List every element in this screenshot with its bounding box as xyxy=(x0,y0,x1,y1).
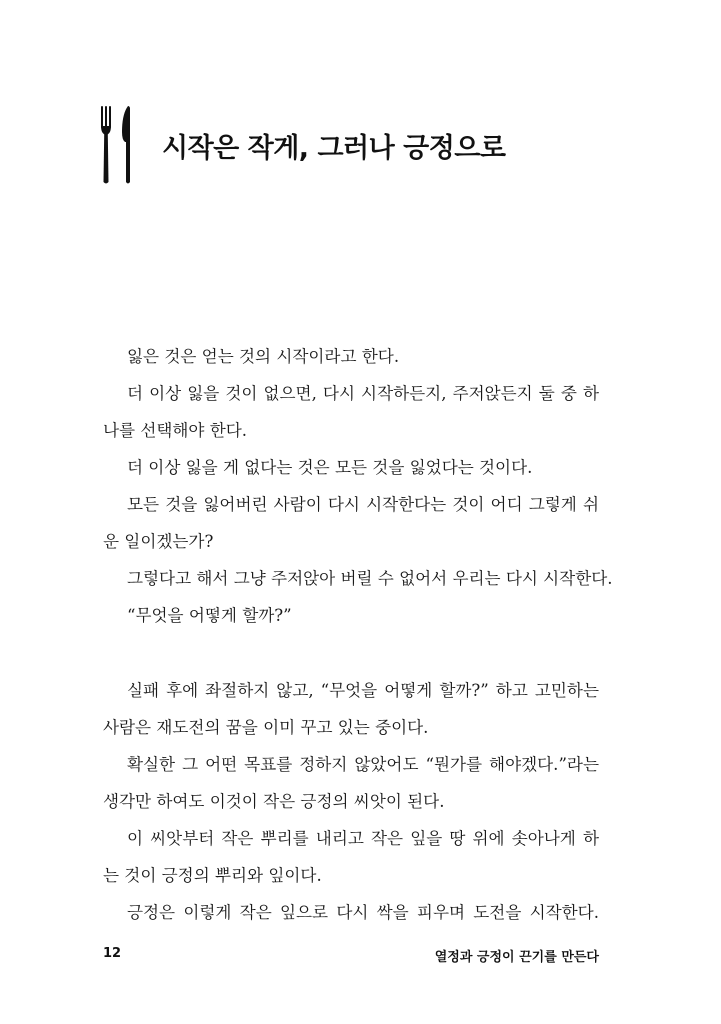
paragraph-gap xyxy=(103,634,599,672)
chapter-header xyxy=(98,104,505,186)
text-line: 나를 선택해야 한다. xyxy=(103,421,248,440)
page-number: 12 xyxy=(103,946,122,961)
text-line: 이 씨앗부터 작은 뿌리를 내리고 작은 잎을 땅 위에 솟아나게 하 xyxy=(127,829,599,848)
text-line: 그렇다고 해서 그냥 주저앉아 버릴 수 없어서 우리는 다시 시작한다. xyxy=(127,569,613,588)
text-line: 사람은 재도전의 꿈을 이미 꾸고 있는 중이다. xyxy=(103,718,429,737)
text-line: 잃은 것은 얻는 것의 시작이라고 한다. xyxy=(127,347,400,366)
text-line: 실패 후에 좌절하지 않고, “무엇을 어떻게 할까?” 하고 고민하는 xyxy=(127,681,599,700)
page-footer xyxy=(103,946,599,968)
text-line: 운 일이겠는가? xyxy=(103,532,214,551)
text-line: 더 이상 잃을 것이 없으면, 다시 시작하든지, 주저앉든지 둘 중 하 xyxy=(127,384,599,403)
text-line: 는 것이 긍정의 뿌리와 잎이다. xyxy=(103,866,322,885)
running-title: 열정과 긍정이 끈기를 만든다 xyxy=(434,950,599,965)
text-line: 확실한 그 어떤 목표를 정하지 않았어도 “뭔가를 해야겠다.”라는 xyxy=(127,755,599,774)
text-line: 긍정은 이렇게 작은 잎으로 다시 싹을 피우며 도전을 시작한다. xyxy=(127,903,599,922)
body-text xyxy=(103,338,613,931)
text-line: 모든 것을 잃어버린 사람이 다시 시작한다는 것이 어디 그렇게 쉬 xyxy=(127,495,599,514)
chapter-title: 시작은 작게, 그러나 긍정으로 xyxy=(162,132,506,164)
text-line: 더 이상 잃을 게 없다는 것은 모든 것을 잃었다는 것이다. xyxy=(127,458,533,477)
text-line: 생각만 하여도 이것이 작은 긍정의 씨앗이 된다. xyxy=(103,792,445,811)
text-line: “무엇을 어떻게 할까?” xyxy=(127,606,292,625)
fork-and-knife-icon xyxy=(98,104,140,186)
